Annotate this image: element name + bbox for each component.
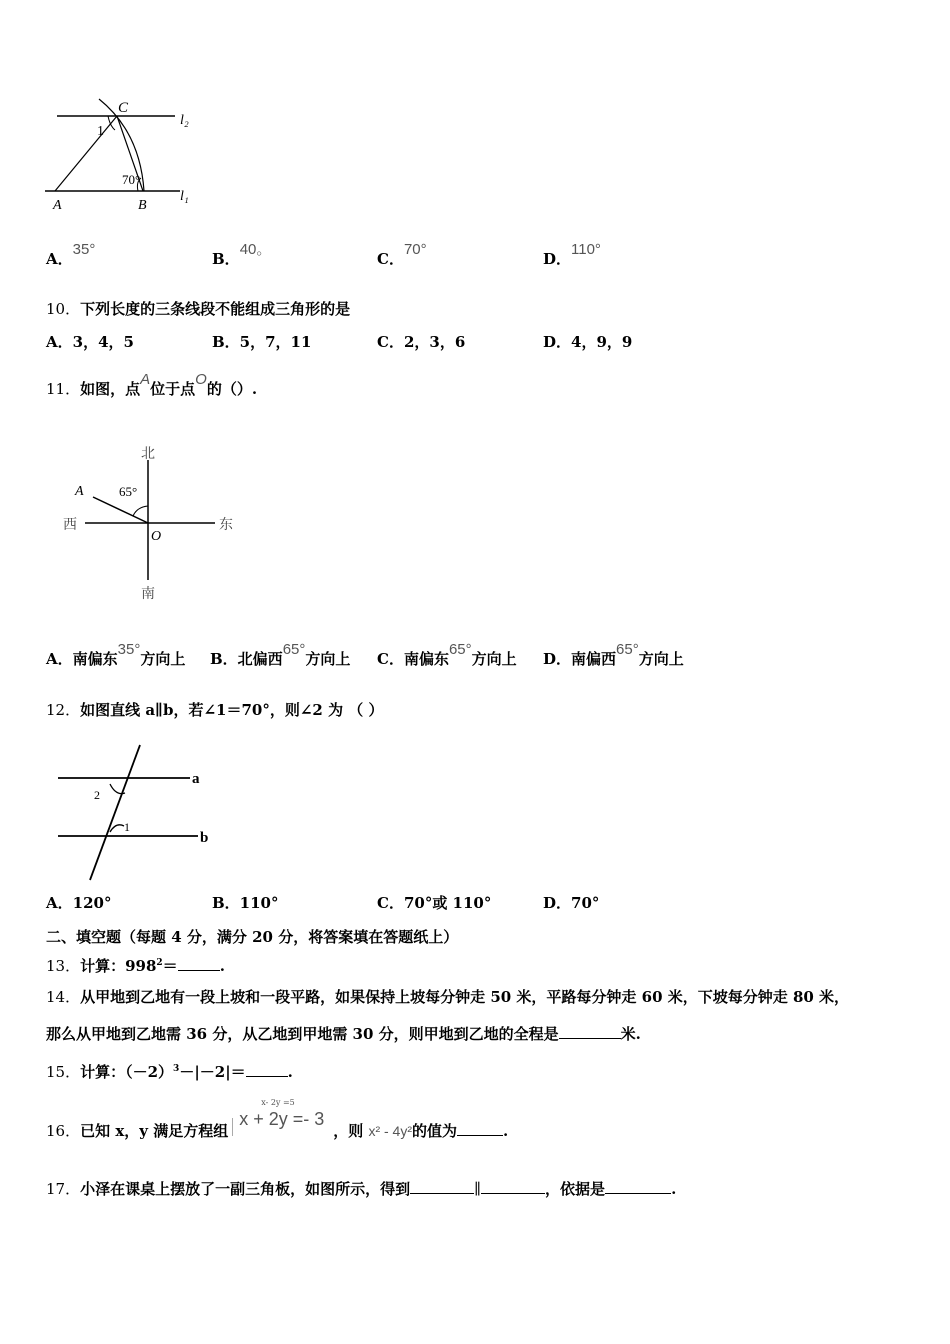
angle-65-label: 65° bbox=[119, 484, 138, 499]
q16-question: 16．已知 x，y 满足方程组 x- 2y =5 x + 2y =- 3 ，则 x² - 4y²的值为 . bbox=[46, 1098, 509, 1140]
q15-question: 15．计算：$(-2)^3-|-2|=$ . bbox=[46, 1063, 293, 1081]
q9-option-c[interactable]: C．70° bbox=[377, 241, 427, 268]
q12-option-a[interactable]: A．120° bbox=[46, 894, 112, 912]
north-label: 北 bbox=[141, 447, 155, 462]
west-label: 西 bbox=[63, 518, 77, 533]
q11-option-a[interactable]: A．南偏东35°方向上 bbox=[46, 641, 186, 668]
q12-option-c[interactable]: C．70°或 110° bbox=[377, 894, 492, 912]
south-label: 南 bbox=[141, 587, 155, 602]
q17-answer-blank-2[interactable] bbox=[481, 1179, 545, 1194]
q13-question: 13．计算：$998^2=$ . bbox=[46, 957, 225, 975]
q14-answer-blank[interactable] bbox=[559, 1024, 621, 1039]
angle-2-label: 2 bbox=[94, 788, 100, 802]
q11-question: 11．如图，点A位于点O的（）. bbox=[46, 371, 258, 398]
q10-option-d[interactable]: D．4，9，9 bbox=[543, 333, 633, 351]
q9-option-d[interactable]: D．110° bbox=[543, 241, 601, 268]
q12-parallel-lines-figure bbox=[50, 740, 230, 885]
q12-question: 12．如图直线 a∥b，若∠1＝70°，则∠2 为 （ ） bbox=[46, 701, 384, 719]
east-label: 东 bbox=[219, 518, 233, 533]
q12-option-b[interactable]: B．110° bbox=[212, 894, 279, 912]
q16-answer-blank[interactable] bbox=[457, 1121, 503, 1136]
line-l1-label: l₁ bbox=[180, 189, 189, 204]
point-a-label: A bbox=[53, 198, 62, 213]
q17-question: 17．小泽在课桌上摆放了一副三角板，如图所示，得到 ∥ ，依据是 . bbox=[46, 1180, 677, 1198]
q11-option-c[interactable]: C．南偏东65°方向上 bbox=[377, 641, 517, 668]
line-l2-label: l₂ bbox=[180, 113, 189, 128]
q10-option-b[interactable]: B．5，7，11 bbox=[212, 333, 312, 351]
q9-option-a[interactable]: A．35° bbox=[46, 241, 96, 268]
point-b-label: B bbox=[138, 198, 147, 213]
q17-answer-blank-1[interactable] bbox=[410, 1179, 474, 1194]
equation-system: x- 2y =5 x + 2y =- 3 bbox=[232, 1118, 333, 1136]
q13-answer-blank[interactable] bbox=[178, 956, 220, 971]
line-a-label: a bbox=[192, 771, 200, 787]
angle-1-label: 1 bbox=[97, 124, 104, 139]
q12-option-d[interactable]: D．70° bbox=[543, 894, 600, 912]
section-2-heading: 二、填空题（每题 4 分，满分 20 分，将答案填在答题纸上） bbox=[46, 928, 459, 946]
q10-question: 10．下列长度的三条线段不能组成三角形的是 bbox=[46, 300, 351, 318]
q17-answer-blank-3[interactable] bbox=[605, 1179, 671, 1194]
q11-option-d[interactable]: D．南偏西65°方向上 bbox=[543, 641, 684, 668]
angle-1-label: 1 bbox=[124, 820, 130, 834]
angle-70-label: 70° bbox=[122, 172, 141, 187]
point-c-label: C bbox=[118, 100, 129, 116]
q9-figure bbox=[40, 92, 220, 222]
q9-option-b[interactable]: B．40。 bbox=[212, 241, 272, 268]
q11-compass-figure bbox=[55, 440, 255, 610]
line-b-label: b bbox=[200, 830, 209, 846]
point-o-label: O bbox=[151, 529, 162, 544]
q11-option-b[interactable]: B．北偏西65°方向上 bbox=[210, 641, 351, 668]
q14-line2: 那么从甲地到乙地需 36 分，从乙地到甲地需 30 分，则甲地到乙地的全程是 米. bbox=[46, 1025, 641, 1043]
point-a-label: A bbox=[75, 484, 84, 499]
q10-option-a[interactable]: A．3，4，5 bbox=[46, 333, 134, 351]
q10-option-c[interactable]: C．2，3，6 bbox=[377, 333, 466, 351]
q15-answer-blank[interactable] bbox=[246, 1062, 288, 1077]
q14-line1: 14．从甲地到乙地有一段上坡和一段平路，如果保持上坡每分钟走 50 米，平路每分钟走 60 米，下坡每分钟走 80 米， bbox=[46, 988, 850, 1006]
